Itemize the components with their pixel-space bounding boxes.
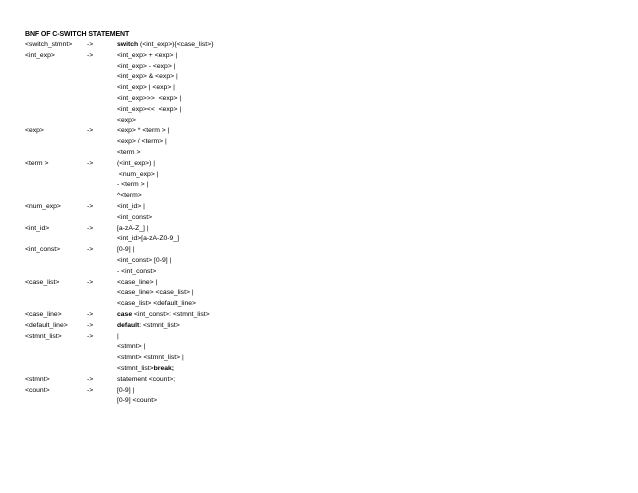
production-body bbox=[117, 299, 196, 310]
production-body bbox=[117, 310, 210, 321]
production-text: <exp> * <term > | bbox=[117, 127, 170, 135]
production-text: <int_exp> + <exp> | bbox=[117, 51, 178, 59]
production-text: <int_id> | bbox=[117, 202, 145, 210]
nonterminal: <case_list> bbox=[25, 278, 60, 286]
production-body bbox=[117, 72, 178, 83]
production-arrow: -> bbox=[87, 41, 94, 48]
production-text: <int_exp> - <exp> | bbox=[117, 62, 176, 70]
nonterminal: <stmnt> bbox=[25, 375, 50, 383]
production-body bbox=[117, 386, 134, 397]
nonterminal: <switch_stmnt> bbox=[25, 41, 73, 48]
production-text: <stmnt> | bbox=[117, 343, 146, 351]
production-body bbox=[117, 148, 140, 159]
production-text: <exp> bbox=[117, 116, 136, 124]
production-text: | bbox=[117, 332, 119, 340]
production-body bbox=[117, 126, 169, 137]
production-text: <int_const> [0-9] | bbox=[117, 256, 172, 264]
production-text: : <stmnt_list> bbox=[139, 321, 180, 329]
nonterminal: <int_const> bbox=[25, 246, 61, 254]
production-body bbox=[117, 332, 119, 343]
production-text: - <term > | bbox=[117, 181, 149, 189]
nonterminal: <case_line> bbox=[25, 310, 62, 318]
production-arrow: -> bbox=[87, 51, 94, 59]
keyword: switch bbox=[117, 41, 139, 48]
production-body bbox=[117, 202, 145, 213]
production-text: <stmnt_list> bbox=[117, 364, 154, 372]
nonterminal: <term > bbox=[25, 159, 49, 167]
production-text: <int_const>: <stmnt_list> bbox=[132, 310, 210, 318]
production-arrow: -> bbox=[87, 127, 94, 135]
production-arrow: -> bbox=[87, 246, 94, 254]
production-arrow: -> bbox=[87, 332, 94, 340]
production-arrow: -> bbox=[87, 321, 94, 329]
production-text: <case_line> <case_list> | bbox=[117, 289, 194, 297]
production-arrow: -> bbox=[87, 202, 94, 210]
production-body bbox=[117, 342, 145, 353]
production-text: <stmnt> <stmnt_list> | bbox=[117, 354, 184, 362]
production-text: <int_id>[a-zA-Z0-9_] bbox=[117, 235, 179, 243]
production-body bbox=[117, 353, 184, 364]
production-body bbox=[117, 256, 171, 267]
production-arrow: -> bbox=[87, 159, 94, 167]
production-arrow: -> bbox=[87, 375, 94, 383]
production-text: <int_const> bbox=[117, 213, 153, 221]
production-arrow: -> bbox=[87, 224, 94, 232]
nonterminal: <exp> bbox=[25, 127, 44, 135]
production-body bbox=[117, 180, 148, 191]
production-text: (<int_exp>) | bbox=[117, 159, 156, 167]
production-arrow: -> bbox=[87, 386, 94, 394]
production-text: <int_exp><< <exp> | bbox=[117, 105, 182, 113]
production-text: <exp> / <term> | bbox=[117, 138, 167, 146]
production-body bbox=[117, 191, 142, 202]
production-body bbox=[117, 105, 181, 116]
production-body bbox=[117, 234, 179, 245]
production-arrow: -> bbox=[87, 278, 94, 286]
production-text: <case_list> <default_line> bbox=[117, 300, 196, 308]
production-body bbox=[117, 137, 167, 148]
keyword: case bbox=[117, 310, 133, 318]
production-body bbox=[117, 364, 174, 375]
production-body bbox=[117, 83, 175, 94]
production-text: [0-9] | bbox=[117, 246, 135, 254]
nonterminal: <default_line> bbox=[25, 321, 68, 329]
production-text: <term > bbox=[117, 148, 141, 156]
production-text: [a-zA-Z_] | bbox=[117, 224, 149, 232]
production-text: [0-9] <count> bbox=[117, 397, 158, 405]
production-body bbox=[117, 224, 149, 235]
production-body bbox=[117, 321, 180, 332]
keyword: break; bbox=[153, 364, 175, 372]
production-body bbox=[117, 116, 136, 127]
nonterminal: <stmnt_list> bbox=[25, 332, 62, 340]
production-text: <int_exp>>> <exp> | bbox=[117, 94, 182, 102]
production-arrow: -> bbox=[87, 310, 94, 318]
production-body bbox=[117, 159, 155, 170]
production-text: [0-9] | bbox=[117, 386, 135, 394]
production-body bbox=[117, 245, 134, 256]
production-body bbox=[117, 278, 157, 289]
nonterminal: <int_exp> bbox=[25, 51, 55, 59]
production-text: (<int_exp>){<case_list>} bbox=[138, 41, 214, 48]
production-text: ^<term> bbox=[117, 192, 142, 200]
page-title: BNF OF C-SWITCH STATEMENT bbox=[25, 31, 130, 38]
production-body bbox=[117, 94, 181, 105]
production-text: <case_line> | bbox=[117, 278, 158, 286]
production-text: <int_exp> | <exp> | bbox=[117, 84, 175, 92]
nonterminal: <count> bbox=[25, 386, 50, 394]
production-text: <num_exp> | bbox=[117, 170, 159, 178]
nonterminal: <int_id> bbox=[25, 224, 50, 232]
production-body bbox=[117, 62, 175, 73]
production-body bbox=[117, 396, 157, 407]
production-text: statement <count>; bbox=[117, 375, 176, 383]
keyword: default bbox=[117, 321, 140, 329]
production-body bbox=[117, 267, 156, 278]
production-body bbox=[117, 213, 152, 224]
production-body bbox=[117, 170, 158, 181]
production-body bbox=[117, 51, 177, 62]
production-text: - <int_const> bbox=[117, 267, 157, 275]
production-body bbox=[117, 375, 175, 386]
production-body bbox=[117, 40, 213, 51]
production-body bbox=[117, 288, 194, 299]
nonterminal: <num_exp> bbox=[25, 202, 61, 210]
production-text: <int_exp> & <exp> | bbox=[117, 73, 178, 81]
